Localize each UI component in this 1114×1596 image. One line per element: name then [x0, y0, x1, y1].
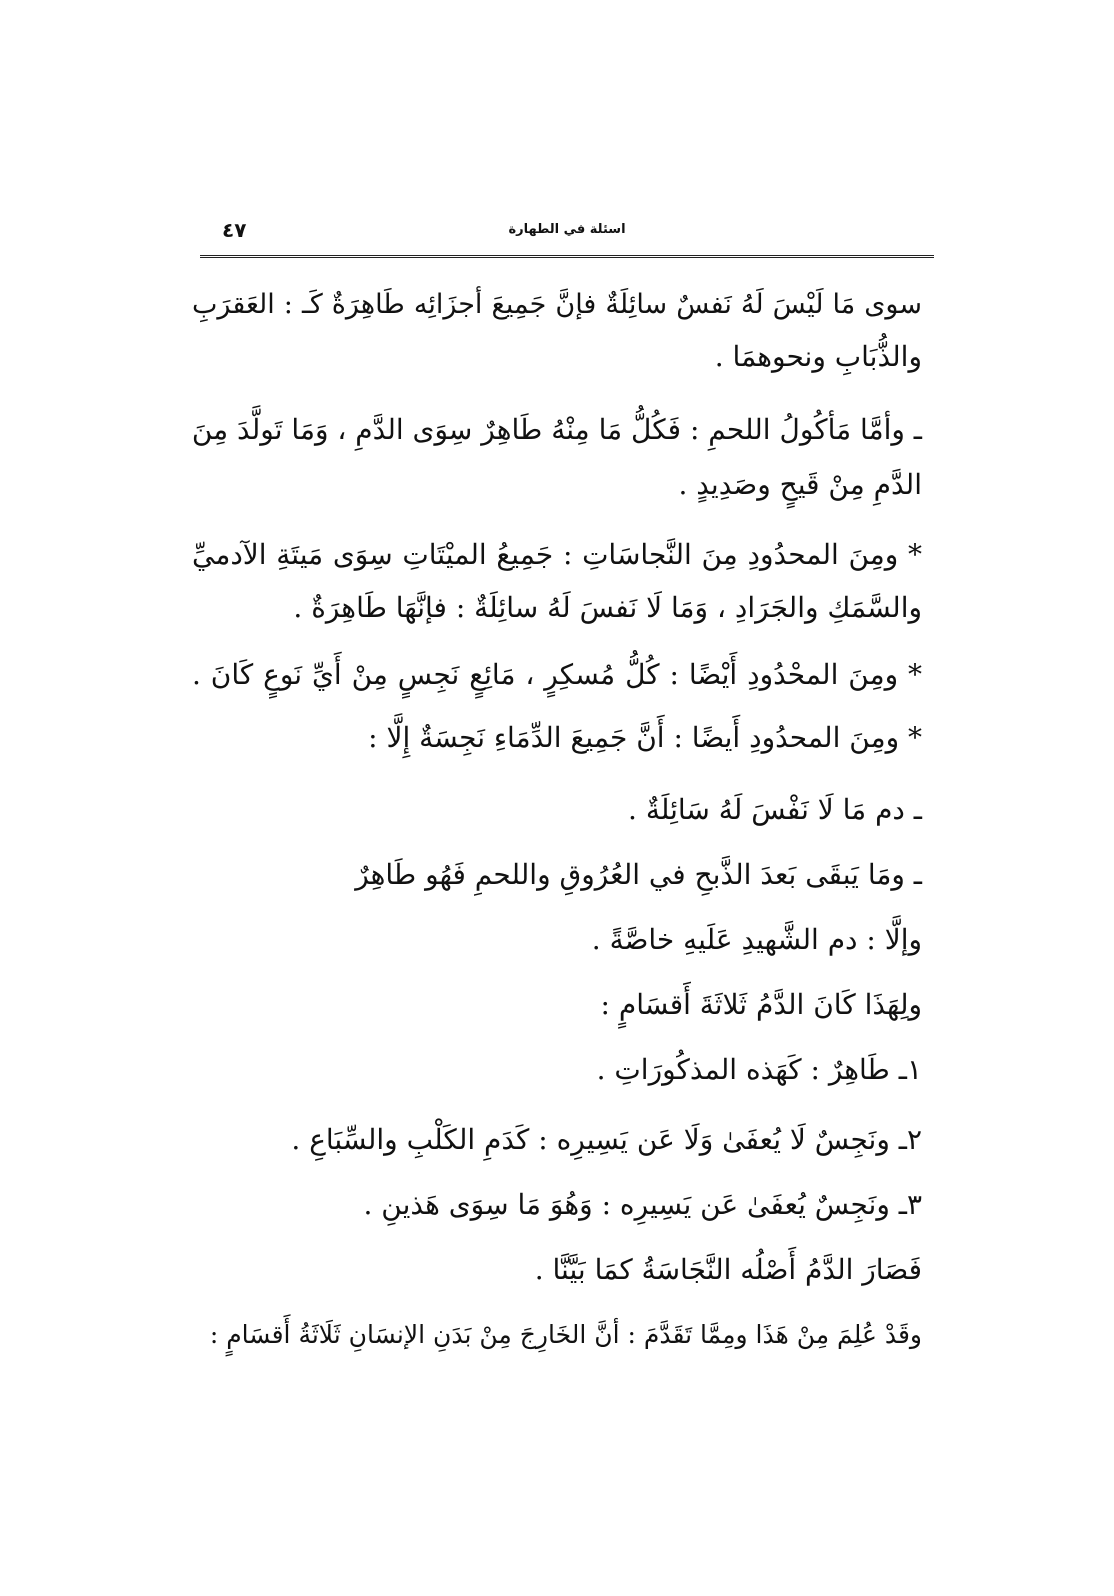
- text-line-10: ـ ومَا يَبقَى بَعدَ الذَّبحِ في العُرُوقِ واللحمِ فَهُو طَاهِرٌ: [355, 858, 922, 891]
- page-number: ٤٧: [222, 218, 247, 242]
- text-line-6: والسَّمَكِ والجَرَادِ ، وَمَا لَا نَفسَ لَهُ سائِلَةٌ : فإنَّهَا طَاهِرَةٌ .: [293, 591, 922, 624]
- text-line-12: ولِهَذَا كَانَ الدَّمُ ثَلاثَةَ أَقسَامٍ :: [600, 988, 922, 1021]
- text-line-15: ٣ـ ونَجِسٌ يُعفَىٰ عَن يَسِيرِه : وَهُوَ مَا سِوَى هَذينِ .: [363, 1188, 922, 1221]
- text-line-5: * ومِنَ المحدُودِ مِنَ النَّجاسَاتِ : جَمِيعُ الميْتَاتِ سِوَى مَيتَةِ الآدميِّ: [192, 538, 922, 571]
- text-line-13: ١ـ طَاهِرٌ : كَهَذه المذكُورَاتِ .: [596, 1053, 922, 1086]
- text-line-16: فَصَارَ الدَّمُ أَصْلُه النَّجَاسَةُ كمَا بَيَّنَّا .: [534, 1253, 922, 1286]
- running-title: اسئلة في الطهارة: [508, 222, 626, 237]
- text-line-2: والذُّبَابِ ونحوهمَا .: [714, 340, 922, 373]
- text-line-4: الدَّمِ مِنْ قَيحٍ وصَدِيدٍ .: [678, 468, 922, 501]
- text-line-17: وقَدْ عُلِمَ مِنْ هَذَا ومِمَّا تَقَدَّمَ : أنَّ الخَارِجَ مِنْ بَدَنِ الإنسَانِ ثَلَاثَةُ أَقسَامٍ :: [209, 1320, 922, 1349]
- text-line-14: ٢ـ ونَجِسٌ لَا يُعفَىٰ وَلَا عَن يَسِيرِه : كَدَمِ الكَلْبِ والسِّبَاعِ .: [291, 1123, 922, 1156]
- text-line-3: ـ وأمَّا مَأكُولُ اللحمِ : فَكُلُّ مَا مِنْهُ طَاهِرٌ سِوَى الدَّمِ ، وَمَا تَولَّدَ مِنَ: [191, 413, 922, 446]
- header-divider: [200, 255, 934, 258]
- text-line-7: * ومِنَ المحْدُودِ أَيْضًا : كُلُّ مُسكِرٍ ، مَائِعٍ نَجِسٍ مِنْ أَيِّ نَوعٍ كَانَ .: [192, 658, 922, 691]
- text-line-11: وإلَّا : دم الشَّهيدِ عَلَيهِ خاصَّةً .: [591, 923, 922, 956]
- text-line-8: * ومِنَ المحدُودِ أَيضًا : أَنَّ جَمِيعَ الدِّمَاءِ نَجِسَةٌ إِلَّا :: [368, 721, 922, 754]
- page-header: [200, 218, 934, 248]
- text-line-9: ـ دم مَا لَا نَفْسَ لَهُ سَائِلَةٌ .: [628, 793, 922, 826]
- text-line-1: سوى مَا لَيْسَ لَهُ نَفسٌ سائِلَةٌ فإنَّ جَمِيعَ أجزَائِه طَاهِرَةٌ كَـ : العَقرَبِ: [192, 289, 922, 320]
